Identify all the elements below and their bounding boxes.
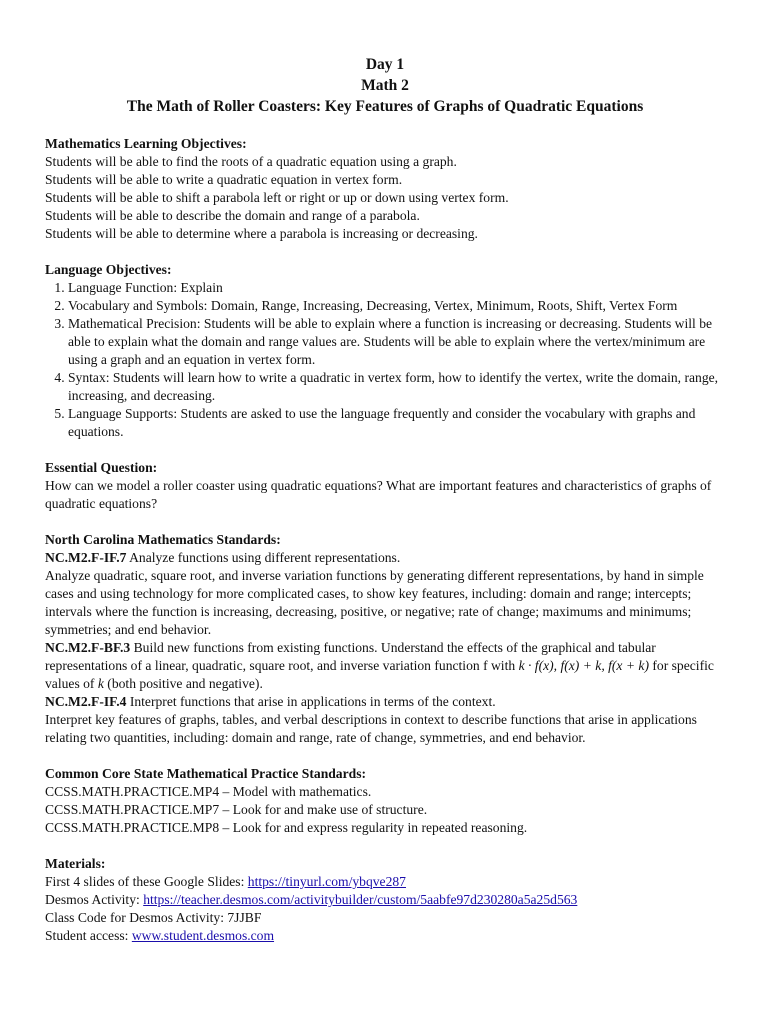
standard-if4-text: Interpret key features of graphs, tables, and verbal descriptions in context to describe functions that arise in applications relating two quantities, including: domain and range, rate of change, symmetries, and end behavior. xyxy=(45,712,697,745)
ccss-section xyxy=(45,765,725,837)
standard-text: (both positive and negative). xyxy=(103,676,263,691)
language-heading: Language Objectives: xyxy=(45,262,172,277)
title-block xyxy=(45,54,725,117)
nc-standards-heading: North Carolina Mathematics Standards: xyxy=(45,532,281,547)
desmos-link[interactable]: https://teacher.desmos.com/activitybuilder/custom/5aabfe97d230280a5a25d563 xyxy=(143,892,578,907)
student-link[interactable]: www.student.desmos.com xyxy=(131,928,275,943)
standard-code: NC.M2.F-BF.3 xyxy=(45,640,131,655)
standard-code: NC.M2.F-IF.7 xyxy=(45,550,127,565)
standard-text: Build new functions from existing functions. Understand the effects of the graphical and tabular representations of a linear, quadratic, square root, and inverse variation function f with xyxy=(45,640,656,673)
objective-item: Students will be able to describe the domain and range of a parabola. xyxy=(45,208,420,223)
essential-question: How can we model a roller coaster using quadratic equations? What are important features and characteristics of graphs of quadratic equations? xyxy=(45,478,712,511)
objective-item: Students will be able to find the roots of a quadratic equation using a graph. xyxy=(45,154,457,169)
ccss-item xyxy=(45,801,725,819)
ccss-item xyxy=(45,783,725,801)
ccss-heading: Common Core State Mathematical Practice Standards: xyxy=(45,766,367,781)
day-label: Day 1 xyxy=(365,56,405,73)
language-item: 3. Mathematical Precision: Students will be able to explain where a function is increasing or decreasing. Students will be able to explain what the domain and range values are. Students will be able to explain where the vertex/minimum are using a graph and an equation in vertex form. xyxy=(68,315,725,369)
language-item: 1. Language Function: Explain xyxy=(68,279,725,297)
language-item: 2. Vocabulary and Symbols: Domain, Range, Increasing, Decreasing, Vertex, Minimum, Roots, Shift, Vertex Form xyxy=(68,297,725,315)
math-variable: k xyxy=(97,676,104,691)
student-label: Student access: xyxy=(45,928,132,943)
standard-code: NC.M2.F-IF.4 xyxy=(45,694,127,709)
ccss-code: CCSS.MATH.PRACTICE.MP8 xyxy=(45,820,220,835)
math-expression: k · f(x), f(x) + k, f(x + k) xyxy=(518,658,649,673)
document-page xyxy=(45,54,725,945)
materials-slides xyxy=(45,873,725,891)
standard-if4 xyxy=(45,693,725,711)
essential-section xyxy=(45,459,725,513)
essential-heading: Essential Question: xyxy=(45,460,158,475)
nc-standards-section xyxy=(45,531,725,747)
standard-if7-text: Analyze quadratic, square root, and inverse variation functions by generating different representations, by hand in simple cases and using technology for more complicated cases, to show key features, including: domain and range; intercepts; intervals where the function is increasing, decreasing, positive, or negative; rate of change; maximums and minimums; symmetries; and end behavior. xyxy=(45,568,704,637)
page-title: The Math of Roller Coasters: Key Features of Graphs of Quadratic Equations xyxy=(126,98,644,115)
class-code: Class Code for Desmos Activity: 7JJBF xyxy=(45,910,262,925)
ccss-code: CCSS.MATH.PRACTICE.MP4 xyxy=(45,784,220,799)
slides-link[interactable]: https://tinyurl.com/ybqve287 xyxy=(247,874,406,889)
objective-item: Students will be able to write a quadratic equation in vertex form. xyxy=(45,172,403,187)
standard-title: Interpret functions that arise in applications in terms of the context. xyxy=(126,694,496,709)
objectives-heading: Mathematics Learning Objectives: xyxy=(45,136,247,151)
language-list xyxy=(45,279,725,441)
course-label: Math 2 xyxy=(361,77,409,94)
standard-text: for specific values of xyxy=(45,658,714,691)
materials-heading: Materials: xyxy=(45,856,106,871)
objectives-section xyxy=(45,135,725,243)
language-item: 5. Language Supports: Students are asked to use the language frequently and consider the vocabulary with graphs and equations. xyxy=(68,405,725,441)
materials-desmos xyxy=(45,891,725,909)
slides-label: First 4 slides of these Google Slides: xyxy=(45,874,248,889)
standard-bf3 xyxy=(45,639,725,693)
ccss-item xyxy=(45,819,725,837)
standard-if7 xyxy=(45,549,725,567)
standard-title: Analyze functions using different representations. xyxy=(126,550,401,565)
ccss-text: – Look for and express regularity in repeated reasoning. xyxy=(219,820,528,835)
ccss-text: – Look for and make use of structure. xyxy=(219,802,428,817)
objective-item: Students will be able to determine where a parabola is increasing or decreasing. xyxy=(45,226,478,241)
desmos-label: Desmos Activity: xyxy=(45,892,144,907)
materials-student xyxy=(45,927,725,945)
ccss-text: – Model with mathematics. xyxy=(219,784,372,799)
language-item: 4. Syntax: Students will learn how to write a quadratic in vertex form, how to identify the vertex, write the domain, range, increasing, and decreasing. xyxy=(68,369,725,405)
ccss-code: CCSS.MATH.PRACTICE.MP7 xyxy=(45,802,220,817)
materials-section xyxy=(45,855,725,945)
language-section xyxy=(45,261,725,441)
objective-item: Students will be able to shift a parabola left or right or up or down using vertex form. xyxy=(45,190,509,205)
